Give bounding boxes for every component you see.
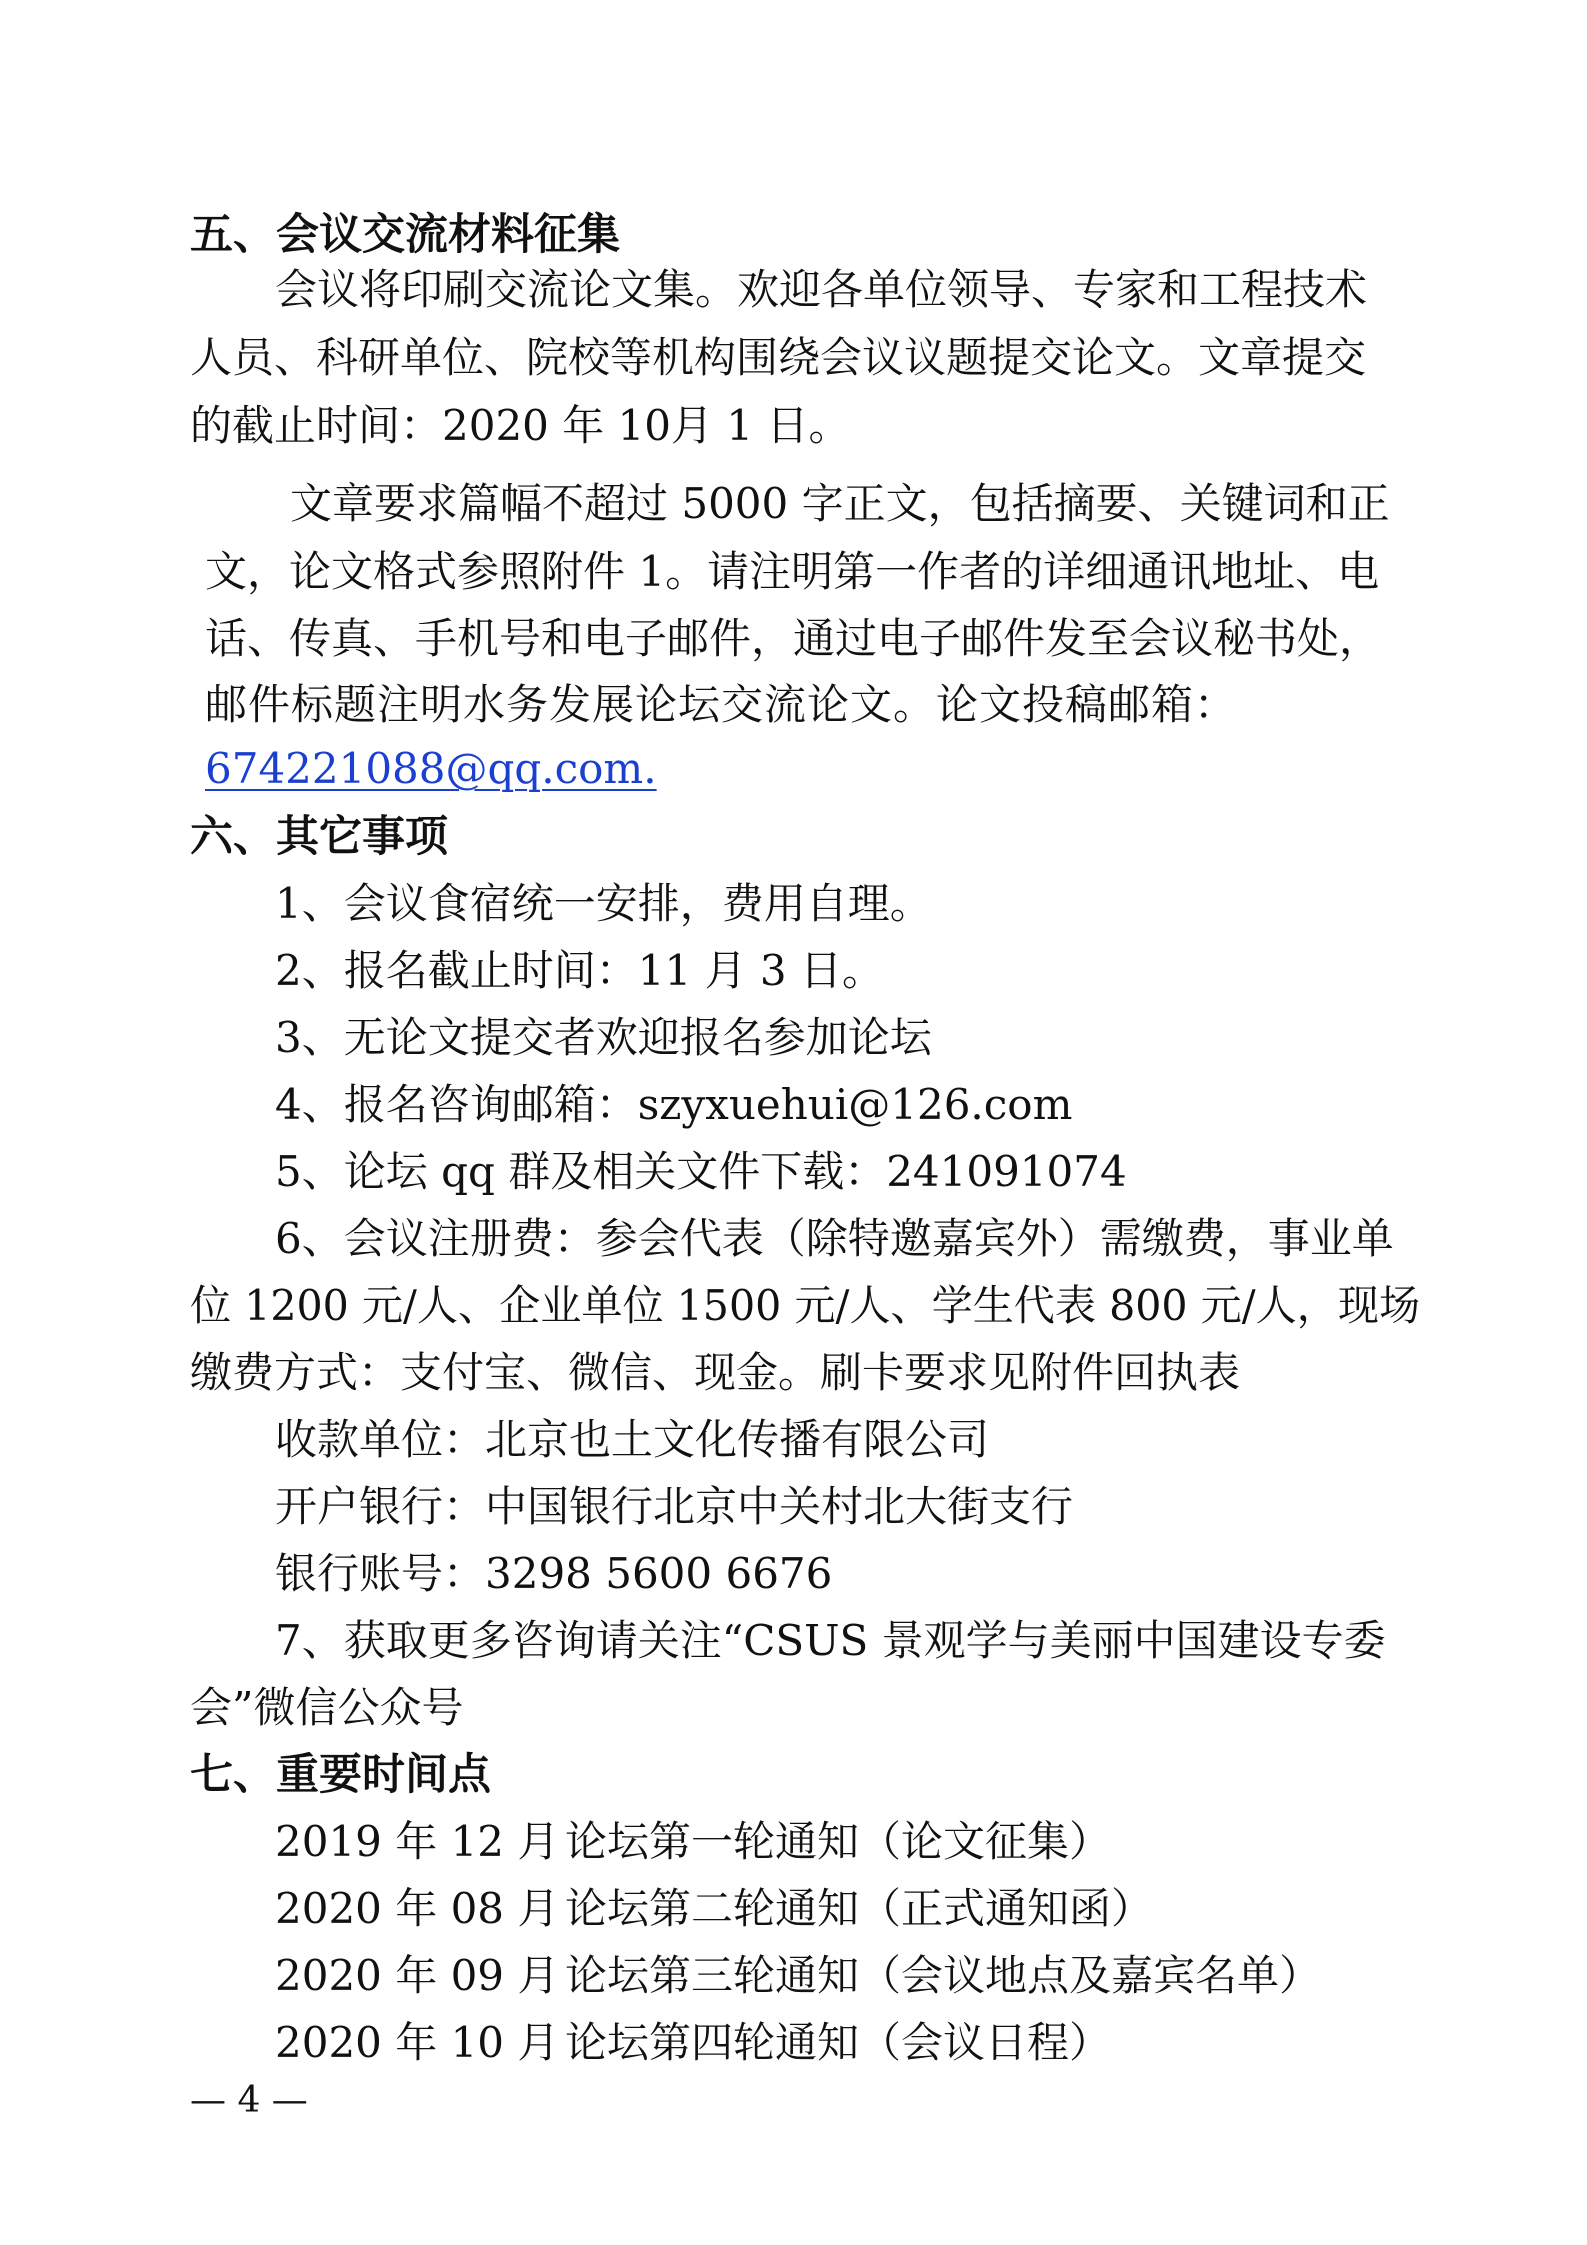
section-6-heading: 六、其它事项 [190,812,448,862]
s6-fee-line3: 缴费方式：支付宝、微信、现金。刷卡要求见附件回执表 [190,1348,1241,1397]
timeline-item [275,1881,1153,1937]
timeline-event: 论坛第三轮通知（会议地点及嘉宾名单） [565,1951,1322,2000]
section-7-heading: 七、重要时间点 [190,1750,491,1800]
timeline-event: 论坛第四轮通知（会议日程） [565,2018,1112,2067]
s6-item-4: 4、报名咨询邮箱：szyxuehui@126.com [275,1080,1073,1129]
s6-fee-line1: 6、会议注册费：参会代表（除特邀嘉宾外）需缴费，事业单 [275,1214,1394,1263]
s5-para2-line2: 文，论文格式参照附件 1。请注明第一作者的详细通讯地址、电 [205,547,1380,596]
page-number: — 4 — [190,2080,308,2121]
timeline-event: 论坛第二轮通知（正式通知函） [565,1884,1154,1933]
timeline-item [275,1948,1321,2004]
s6-bank: 开户银行：中国银行北京中关村北大街支行 [275,1482,1074,1531]
timeline-item [275,1814,1111,1870]
s6-item-1: 1、会议食宿统一安排，费用自理。 [275,879,932,928]
timeline-event: 论坛第一轮通知（论文征集） [565,1817,1112,1866]
s5-para2-line3: 话、传真、手机号和电子邮件，通过电子邮件发至会议秘书处， [205,614,1382,663]
s5-para1-line3: 的截止时间：2020 年 10月 1 日。 [190,401,851,450]
s6-item-3: 3、无论文提交者欢迎报名参加论坛 [275,1013,932,1062]
s5-para2-line1: 文章要求篇幅不超过 5000 字正文，包括摘要、关键词和正 [290,479,1390,528]
s6-item-5: 5、论坛 qq 群及相关文件下载：241091074 [275,1147,1127,1196]
s6-wechat-line1: 7、获取更多咨询请关注“CSUS 景观学与美丽中国建设专委 [275,1616,1386,1665]
s6-fee-line2: 位 1200 元/人、企业单位 1500 元/人、学生代表 800 元/人，现场 [190,1281,1421,1330]
s6-payee: 收款单位：北京也土文化传播有限公司 [275,1415,990,1464]
section-5-heading: 五、会议交流材料征集 [190,210,620,260]
s6-wechat-line2: 会”微信公众号 [190,1683,464,1732]
timeline-date: 2020 年 09 月 [275,1951,560,2000]
timeline-item [275,2015,1111,2071]
s6-account: 银行账号：3298 5600 6676 [275,1549,833,1598]
s5-para1-line1: 会议将印刷交流论文集。欢迎各单位领导、专家和工程技术 [275,265,1368,314]
s5-para1-line2: 人员、科研单位、院校等机构围绕会议议题提交论文。文章提交 [190,333,1367,382]
s5-para2-line4: 邮件标题注明水务发展论坛交流论文。论文投稿邮箱： [205,680,1238,729]
timeline-date: 2019 年 12 月 [275,1817,560,1866]
s6-item-2: 2、报名截止时间：11 月 3 日。 [275,946,884,995]
timeline-date: 2020 年 10 月 [275,2018,560,2067]
submission-email-link[interactable]: 674221088@qq.com. [205,744,657,793]
timeline-date: 2020 年 08 月 [275,1884,560,1933]
